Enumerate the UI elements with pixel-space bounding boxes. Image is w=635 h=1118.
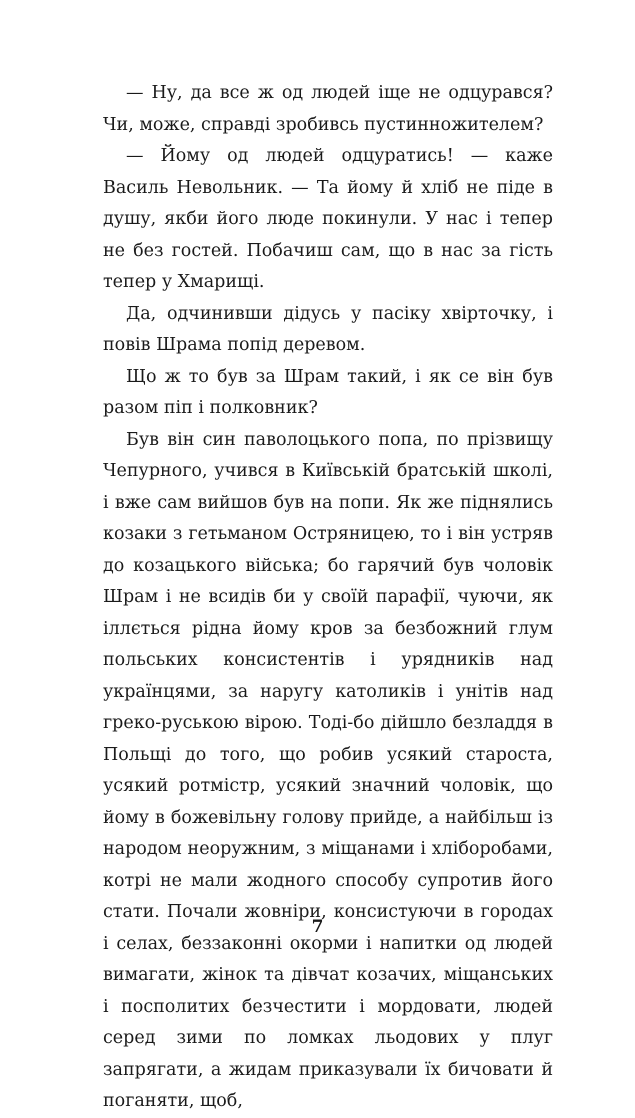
paragraph: Да, одчинивши дідусь у пасіку хвірточку, і повів Шрама попід деревом. [103,303,553,355]
paragraph: — Ну, да все ж од людей іще не одцурався? Чи, може, справді зробивсь пустинножителем? [103,83,553,135]
paragraph: Був він син паволоцького попа, по прізвищу Чепурного, учився в Київській братській школі, і вже сам вийшов був на попи. Як же піднялись козаки з гетьманом Остряницею, то і він устряв до козацького війська; бо гарячий був чоловік Шрам і не всидів би у своїй парафії, чуючи, як іллється рідна йому кров за безбожний глум польських консистентів і урядників над українцями, за наругу католиків і унітів над греко-руською вірою. Тоді-бо дійшло безладдя в Польщі до того, що робив усякий староста, усякий ротмістр, усякий значний чоловік, що йому в божевільну голову прийде, а найбільш із народом неоружним, з міщанами і хліборобами, котрі не мали жодного способу супротив його стати. Почали жовніри, консистуючи в городах і селах, беззаконні окорми і напитки од людей вимагати, жінок та дівчат козачих, міщанських і посполитих безчестити і мордовати, людей серед зими по ломках льодових у плуг запрягати, а жидам приказували їх бичовати й поганяти, щоб, [103,429,553,1111]
page-number: 7 [311,917,324,937]
paragraph: Що ж то був за Шрам такий, і як се він був разом піп і полковник? [103,366,553,418]
paragraph: — Йому од людей одцуратись! — каже Василь Невольник. — Та йому й хліб не піде в душу, якби його люде покинули. У нас і тепер не без гостей. Побачиш сам, що в нас за гість тепер у Хмарищі. [103,146,553,292]
page-text [103,78,553,1118]
